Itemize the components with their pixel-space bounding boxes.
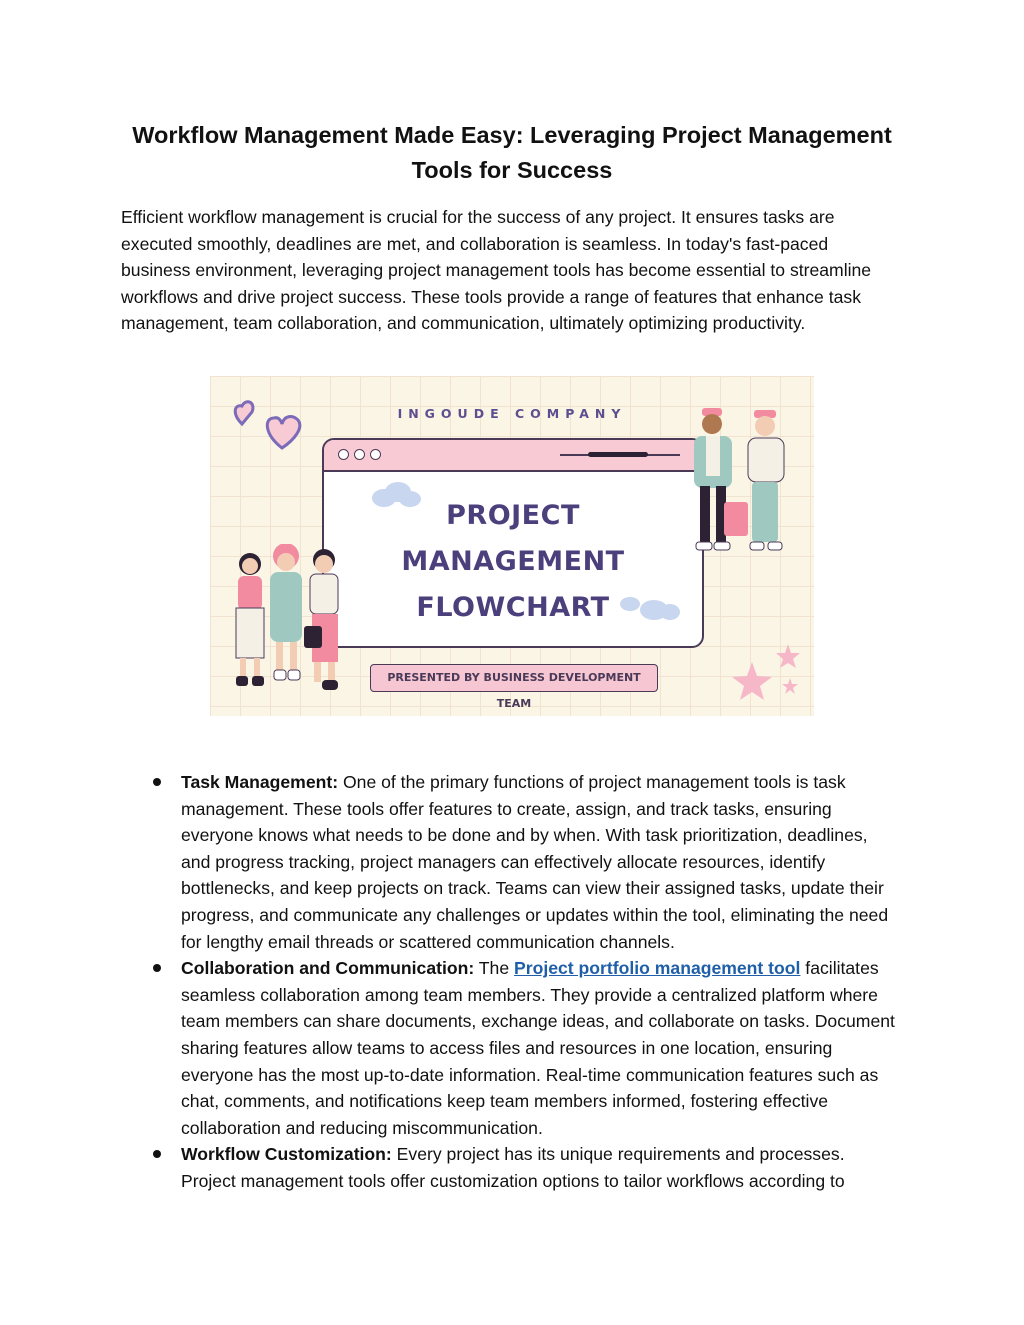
window-dot-icon xyxy=(354,449,365,460)
feature-list xyxy=(150,769,900,1195)
document-title: Workflow Management Made Easy: Leveraging Project Management Tools for Success xyxy=(132,122,892,183)
company-name: INGOUDE COMPANY xyxy=(397,406,627,421)
window-bar-line-bold xyxy=(588,452,648,457)
window-title-bar xyxy=(324,440,702,472)
list-item-text: One of the primary functions of project management tools is task management. These tools offer features to create, assign, and track tasks, ensuring everyone knows what needs to be done and by when. With task prioritization, deadlines, and progress tracking, project managers can effectively allocate resources, identify bottlenecks, and keep projects on track. Teams can view their assigned tasks, update their progress, and communicate any challenges or updates within the tool, eliminating the need for lengthy email threads or scattered communication channels. xyxy=(181,772,889,952)
figure-heading-line: PROJECT xyxy=(446,500,580,531)
figure-heading-line: MANAGEMENT xyxy=(401,546,625,577)
project-portfolio-tool-link[interactable]: Project portfolio management tool xyxy=(514,958,801,979)
intro-paragraph: Efficient workflow management is crucial for the success of any project. It ensures tasks are executed smoothly, deadlines are met, and collaboration is seamless. In today's fast-paced business environment, leveraging project management tools has become essential to streamline workflows and drive project success. These tools provide a range of features that enhance task management, team collaboration, and communication, ultimately optimizing productivity. xyxy=(121,207,872,334)
bullet-icon xyxy=(153,778,161,786)
presenter-banner: PRESENTED BY BUSINESS DEVELOPMENT TEAM xyxy=(370,664,658,692)
team-characters-illustration xyxy=(224,544,354,704)
list-item-text: facilitates seamless collaboration among team members. They provide a centralized platform where team members can share documents, exchange ideas, and collaborate on tasks. Document sharing features allow teams to access files and resources in one location, ensuring everyone has the most up-to-date information. Real-time communication features such as chat, comments, and notifications keep team members informed, fostering effective collaboration and reducing miscommunication. xyxy=(181,958,895,1138)
list-item-label: Task Management: xyxy=(181,772,339,792)
bullet-icon xyxy=(153,1150,161,1158)
cloud-icon xyxy=(616,592,682,624)
bullet-icon xyxy=(153,964,161,972)
project-flowchart-image xyxy=(210,376,814,716)
figure-heading-line: FLOWCHART xyxy=(416,592,610,623)
hearts-icon xyxy=(228,394,308,454)
list-item xyxy=(150,955,900,1141)
list-item-text: Every project has its unique requirements and processes. Project management tools offer customization options to tailor workflows according to xyxy=(181,1144,845,1191)
stars-icon xyxy=(732,642,808,706)
list-item-label: Collaboration and Communication: xyxy=(181,958,475,979)
window-dot-icon xyxy=(370,449,381,460)
list-item xyxy=(150,769,900,955)
list-item xyxy=(150,1141,900,1194)
list-item-label: Workflow Customization: xyxy=(181,1144,392,1165)
couple-characters-illustration xyxy=(672,406,812,566)
list-item-text: The xyxy=(474,958,515,979)
cloud-icon xyxy=(368,480,424,510)
window-dot-icon xyxy=(338,449,349,460)
